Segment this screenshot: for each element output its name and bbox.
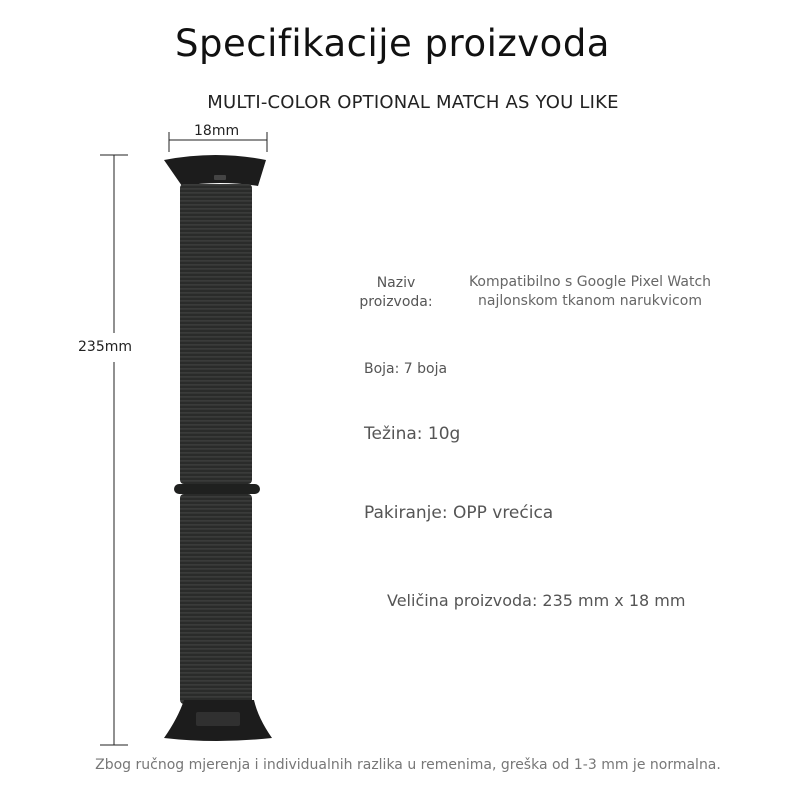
width-label: 18mm: [194, 123, 240, 139]
length-label: 235mm: [78, 339, 132, 355]
spec-size: Veličina proizvoda: 235 mm x 18 mm: [387, 591, 686, 610]
spec-name-label-line1: Naziv: [376, 275, 416, 291]
top-connector: [164, 155, 266, 186]
page-subtitle: MULTI-COLOR OPTIONAL MATCH AS YOU LIKE: [207, 92, 619, 113]
spec-packaging: Pakiranje: OPP vrećica: [364, 503, 554, 523]
spec-name-value-line2: najlonskom tkanom narukvicom: [478, 293, 702, 309]
bottom-connector: [164, 700, 272, 741]
spec-weight: Težina: 10g: [364, 424, 461, 444]
measurement-disclaimer: Zbog ručnog mjerenja i individualnih razlika u remenima, greška od 1-3 mm je normalna.: [95, 757, 721, 773]
length-dimension-line: [100, 155, 128, 745]
strap-body: [174, 184, 260, 704]
spec-name-value-line1: Kompatibilno s Google Pixel Watch: [468, 274, 712, 290]
page-title: Specifikacije proizvoda: [175, 22, 610, 65]
spec-name-value: [450, 273, 730, 311]
spec-color: Boja: 7 boja: [364, 361, 448, 377]
spec-name-label: [352, 274, 440, 312]
spec-name-label-line2: proizvoda:: [359, 294, 433, 310]
